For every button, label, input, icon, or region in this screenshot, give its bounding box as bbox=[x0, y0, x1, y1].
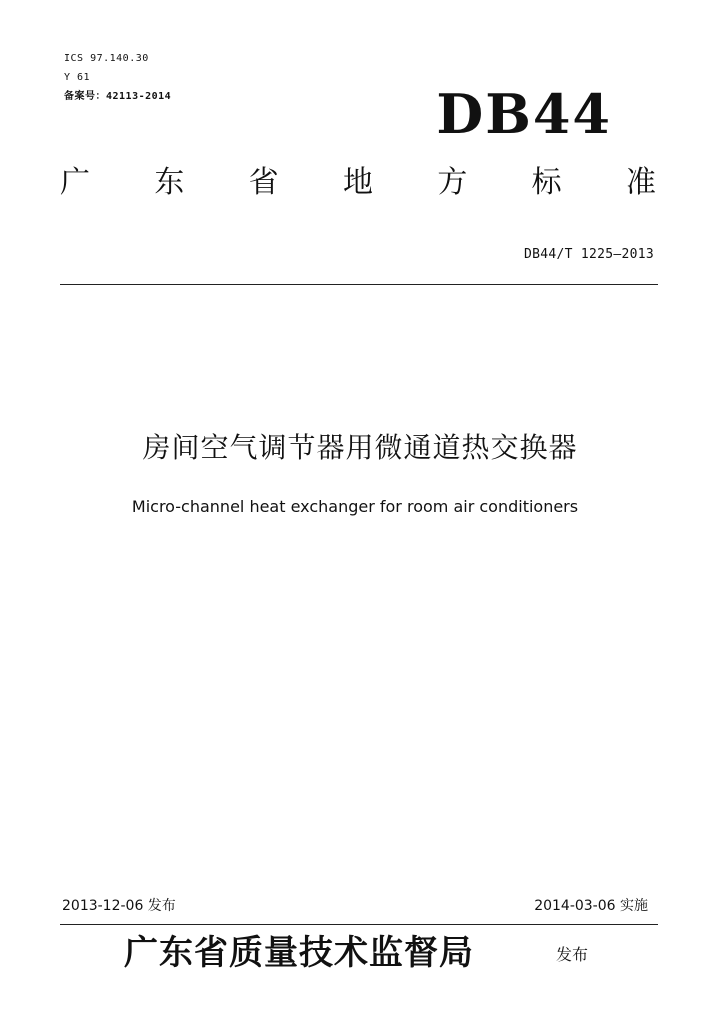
implementation-date: 2014-03-06 实施 bbox=[534, 898, 648, 914]
document-title-english: Micro-channel heat exchanger for room air conditioners bbox=[131, 497, 579, 516]
standard-kind-char: 标 bbox=[531, 165, 562, 200]
header-divider bbox=[60, 284, 658, 285]
db44-logo: DB44 bbox=[436, 82, 612, 146]
standard-kind-char: 广 bbox=[60, 165, 90, 200]
standard-kind-char: 地 bbox=[342, 165, 373, 200]
publisher-name: 广东省质量技术监督局 bbox=[124, 933, 474, 973]
standard-kind-char: 省 bbox=[248, 165, 279, 200]
issue-date: 2013-12-06 发布 bbox=[62, 898, 176, 914]
standard-kind-heading bbox=[60, 163, 656, 203]
publisher-suffix: 发布 bbox=[556, 945, 589, 964]
standard-number: DB44/T 1225—2013 bbox=[523, 247, 654, 262]
standard-kind-char: 方 bbox=[437, 165, 468, 200]
ics-code: ICS 97.140.30 bbox=[64, 53, 149, 64]
classification-code: Y 61 bbox=[64, 72, 91, 83]
document-title-chinese: 房间空气调节器用微通道热交换器 bbox=[142, 431, 578, 464]
record-number: 备案号：42113-2014 bbox=[64, 91, 172, 102]
standard-kind-char: 准 bbox=[625, 165, 656, 200]
footer-divider bbox=[60, 924, 658, 925]
standard-kind-char: 东 bbox=[154, 165, 185, 200]
